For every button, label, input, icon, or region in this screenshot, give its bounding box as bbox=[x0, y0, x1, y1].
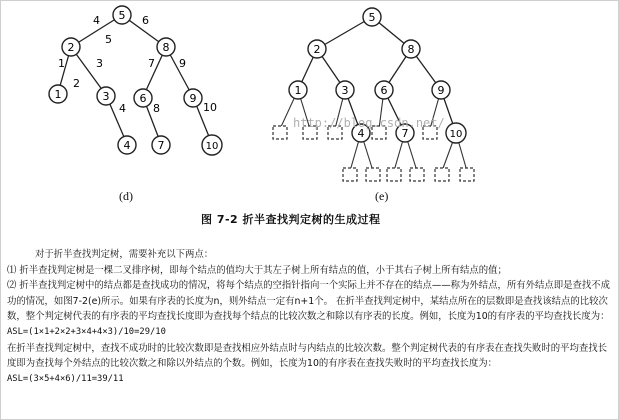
tree-node bbox=[49, 85, 67, 103]
edge-label: 6 bbox=[142, 14, 149, 27]
tree-node bbox=[363, 8, 381, 26]
tree-node bbox=[375, 81, 393, 99]
svg-text:7: 7 bbox=[401, 127, 409, 140]
tree-node bbox=[308, 40, 326, 58]
body-text bbox=[7, 247, 613, 387]
svg-text:1: 1 bbox=[294, 84, 302, 97]
figure-label-e: (e) bbox=[375, 189, 389, 203]
svg-text:4: 4 bbox=[123, 139, 131, 152]
svg-text:5: 5 bbox=[368, 11, 376, 24]
tree-node bbox=[402, 40, 420, 58]
tree-node bbox=[113, 6, 131, 24]
svg-text:9: 9 bbox=[189, 92, 197, 105]
edge-label: 7 bbox=[148, 57, 155, 70]
external-node bbox=[435, 168, 449, 181]
svg-text:2: 2 bbox=[313, 43, 321, 56]
tree-node bbox=[97, 87, 115, 105]
external-node bbox=[273, 126, 287, 139]
svg-text:9: 9 bbox=[437, 84, 445, 97]
formula: ASL=(3×5+4×6)/11=39/11 bbox=[7, 373, 124, 384]
tree-e bbox=[273, 8, 474, 181]
edge-label: 4 bbox=[93, 14, 100, 27]
tree-node bbox=[432, 81, 450, 99]
paragraph: ⑴ 折半查找判定树是一棵二叉排序树，即每个结点的值均大于其左子树上所有结点的值，小于其右子树上所有结点的值； bbox=[7, 264, 507, 276]
tree-node bbox=[446, 123, 466, 143]
tree-node bbox=[336, 81, 354, 99]
svg-text:10: 10 bbox=[449, 129, 463, 140]
formula: ASL=(1×1+2×2+3×4+4×3)/10=29/10 bbox=[7, 326, 166, 337]
tree-node bbox=[184, 89, 202, 107]
svg-text:7: 7 bbox=[157, 139, 165, 152]
edge-label: 4 bbox=[119, 102, 126, 115]
edge-label: 10 bbox=[203, 101, 217, 114]
paragraph: 在折半查找判定树中，查找不成功时的比较次数即是查找相应外结点时与内结点的比较次数。整个判定树代表的有序表在查找失败时的平均查找长度即为查找每个外结点的比较次数之和除以外结点的个数。例如，长度为10的有序表在查找失败时的平均查找长度为： bbox=[7, 342, 608, 370]
svg-text:6: 6 bbox=[380, 84, 388, 97]
watermark: http://blog.csdn.net/ bbox=[293, 116, 445, 130]
paragraph: ⑵ 折半查找判定树中的结点都是查找成功的情况，将每个结点的空指针指向一个实际上并不存在的结点——称为外结点，所有外结点即是查找不成功的情况，如图7-2(e)所示。如果有序表的长度为n，则外结点一定有n+1个。 在折半查找判定树中，某结点所在的层数即是查找该结点的比较次数，整个判定树代表的有序表的平均查找长度即为查找每个结点的比较次数之和除以有序表的长度。例如，长度为10的有序表的平均查找长度为： bbox=[7, 280, 610, 323]
tree-node bbox=[289, 81, 307, 99]
edge-label: 2 bbox=[73, 77, 80, 90]
external-node bbox=[387, 168, 401, 181]
figure-label-d: (d) bbox=[119, 189, 133, 203]
external-node bbox=[366, 168, 380, 181]
edge-label: 8 bbox=[153, 102, 160, 115]
svg-text:5: 5 bbox=[118, 9, 126, 22]
svg-text:3: 3 bbox=[102, 90, 110, 103]
tree-node bbox=[118, 136, 136, 154]
svg-text:2: 2 bbox=[67, 41, 75, 54]
external-node bbox=[343, 168, 357, 181]
tree-node bbox=[202, 135, 222, 155]
external-node bbox=[410, 168, 424, 181]
svg-text:8: 8 bbox=[407, 43, 415, 56]
external-node bbox=[460, 168, 474, 181]
svg-text:10: 10 bbox=[205, 141, 219, 152]
svg-text:1: 1 bbox=[54, 88, 62, 101]
edge-label: 5 bbox=[105, 33, 112, 46]
paragraph: 对于折半查找判定树，需要补充以下两点： bbox=[35, 249, 214, 260]
tree-node bbox=[62, 38, 80, 56]
figure-caption: 图 7-2 折半查找判定树的生成过程 bbox=[201, 213, 381, 226]
edge-label: 1 bbox=[58, 57, 65, 70]
tree-node bbox=[152, 136, 170, 154]
tree-node bbox=[157, 38, 175, 56]
svg-text:8: 8 bbox=[162, 41, 170, 54]
edge-label: 3 bbox=[96, 57, 103, 70]
svg-text:3: 3 bbox=[341, 84, 349, 97]
svg-text:6: 6 bbox=[139, 92, 147, 105]
tree-node bbox=[134, 89, 152, 107]
tree-d bbox=[49, 6, 222, 155]
svg-text:4: 4 bbox=[357, 127, 365, 140]
edge-label: 9 bbox=[179, 57, 186, 70]
